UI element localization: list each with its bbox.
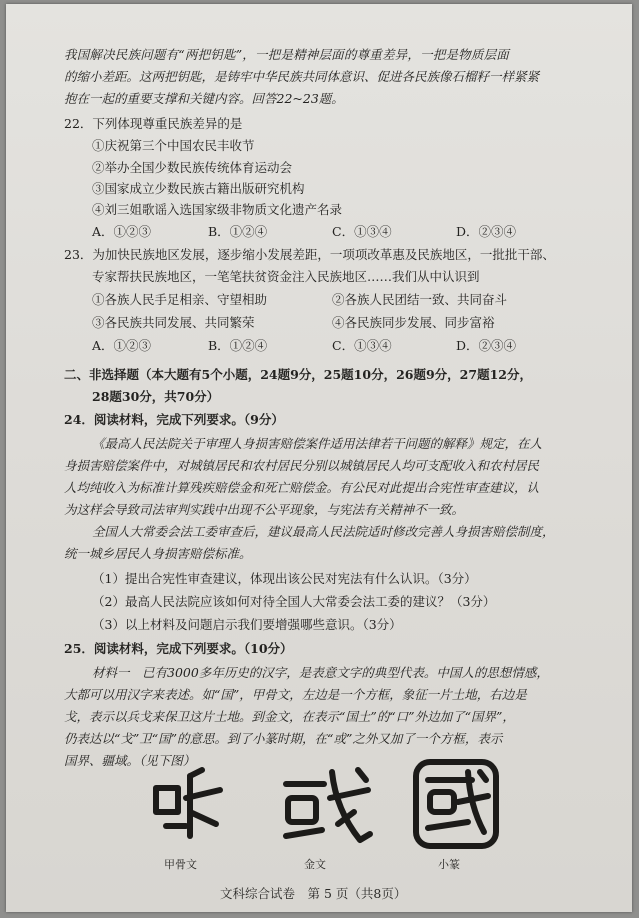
q23-option-c: C．①③④ — [332, 338, 392, 353]
q24-sub-question-1: （1）提出合宪性审查建议，体现出该公民对宪法有什么认识。（3分） — [92, 571, 477, 586]
q25-material-line-5: 国界、疆域。（见下图） — [64, 753, 196, 768]
q22-item-3: ③国家成立少数民族古籍出版研究机构 — [92, 181, 305, 196]
q24-para1-line-1: 《最高人民法院关于审理人身损害赔偿案件适用法律若干问题的解释》规定，在人 — [92, 436, 543, 451]
bronze-guo-glyph — [278, 764, 378, 852]
q25-material-line-1: 材料一 已有3000多年历史的汉字，是表意文字的典型代表。中国人的思想情感， — [92, 665, 549, 680]
q22-option-c: C．①③④ — [332, 224, 392, 239]
q23-option-a: A．①②③ — [92, 338, 152, 353]
small-seal-guo-glyph — [410, 756, 502, 852]
caption-oracle-bone: 甲骨文 — [164, 858, 197, 871]
q22-item-1: ①庆祝第三个中国农民丰收节 — [92, 138, 255, 153]
caption-small-seal: 小篆 — [438, 858, 460, 871]
section-2-title-line-2: 28题30分，共70分） — [92, 389, 220, 404]
q24-para2-line-2: 统一城乡居民人身损害赔偿标准。 — [64, 546, 252, 561]
q24-sub-question-3: （3）以上材料及问题启示我们要增强哪些意识。（3分） — [92, 617, 402, 632]
q24-stem: 24．阅读材料，完成下列要求。（9分） — [64, 412, 284, 427]
q22-item-4: ④刘三姐歌谣入选国家级非物质文化遗产名录 — [92, 202, 343, 217]
q22-option-a: A．①②③ — [92, 224, 152, 239]
q22-item-2: ②举办全国少数民族传统体育运动会 — [92, 160, 293, 175]
q22-stem: 22．下列体现尊重民族差异的是 — [64, 116, 243, 131]
q24-para1-line-3: 人均纯收入为标准计算残疾赔偿金和死亡赔偿金。有公民对此提出合宪性审查建议，认 — [64, 480, 540, 495]
q22-option-d: D．②③④ — [456, 224, 517, 239]
exam-page — [6, 4, 632, 912]
q23-item-4: ④各民族同步发展、同步富裕 — [332, 315, 495, 330]
q24-para2-line-1: 全国人大常委会法工委审查后，建议最高人民法院适时修改完善人身损害赔偿制度， — [92, 524, 555, 539]
q25-material-line-2: 大都可以用汉字来表述。如“国”，甲骨文，左边是一个方框，象征一片土地，右边是 — [64, 687, 527, 702]
q25-material-line-4: 仍表达以“戈”卫“国”的意思。到了小篆时期，在“或”之外又加了一个方框，表示 — [64, 731, 503, 746]
q23-stem-line-1: 23．为加快民族地区发展，逐步缩小发展差距，一项项改革惠及民族地区，一批批干部、 — [64, 247, 555, 262]
page-footer: 文科综合试卷 第 5 页（共8页） — [220, 886, 407, 901]
intro-line-1: 我国解决民族问题有“两把钥匙”，一把是精神层面的尊重差异，一把是物质层面 — [64, 47, 509, 62]
intro-line-3: 抱在一起的重要支撑和关键内容。回答22~23题。 — [64, 91, 344, 106]
q23-item-2: ②各族人民团结一致、共同奋斗 — [332, 292, 508, 307]
oracle-bone-guo-glyph — [146, 764, 238, 846]
q24-para1-line-4: 为这样会导致司法审判实践中出现不公平现象，与宪法有关精神不一致。 — [64, 502, 465, 517]
section-2-title-line-1: 二、非选择题（本大题有5个小题，24题9分，25题10分，26题9分，27题12分， — [64, 367, 532, 382]
q25-stem: 25．阅读材料，完成下列要求。（10分） — [64, 641, 293, 656]
caption-bronze: 金文 — [304, 858, 326, 871]
intro-line-2: 的缩小差距。这两把钥匙，是铸牢中华民族共同体意识、促进各民族像石榴籽一样紧紧 — [64, 69, 540, 84]
q23-option-b: B．①②④ — [208, 338, 268, 353]
q24-sub-question-2: （2）最高人民法院应该如何对待全国人大常委会法工委的建议？（3分） — [92, 594, 496, 609]
q25-material-line-3: 戈，表示以兵戈来保卫这片土地。到金文，在表示“国土”的“口”外边加了“国界”， — [64, 709, 515, 724]
q23-item-3: ③各民族共同发展、共同繁荣 — [92, 315, 255, 330]
q23-stem-line-2: 专家帮扶民族地区，一笔笔扶贫资金注入民族地区……我们从中认识到 — [92, 269, 480, 284]
q24-para1-line-2: 身损害赔偿案件中，对城镇居民和农村居民分别以城镇居民人均可支配收入和农村居民 — [64, 458, 540, 473]
q23-item-1: ①各族人民手足相亲、守望相助 — [92, 292, 268, 307]
q22-option-b: B．①②④ — [208, 224, 268, 239]
q23-option-d: D．②③④ — [456, 338, 517, 353]
